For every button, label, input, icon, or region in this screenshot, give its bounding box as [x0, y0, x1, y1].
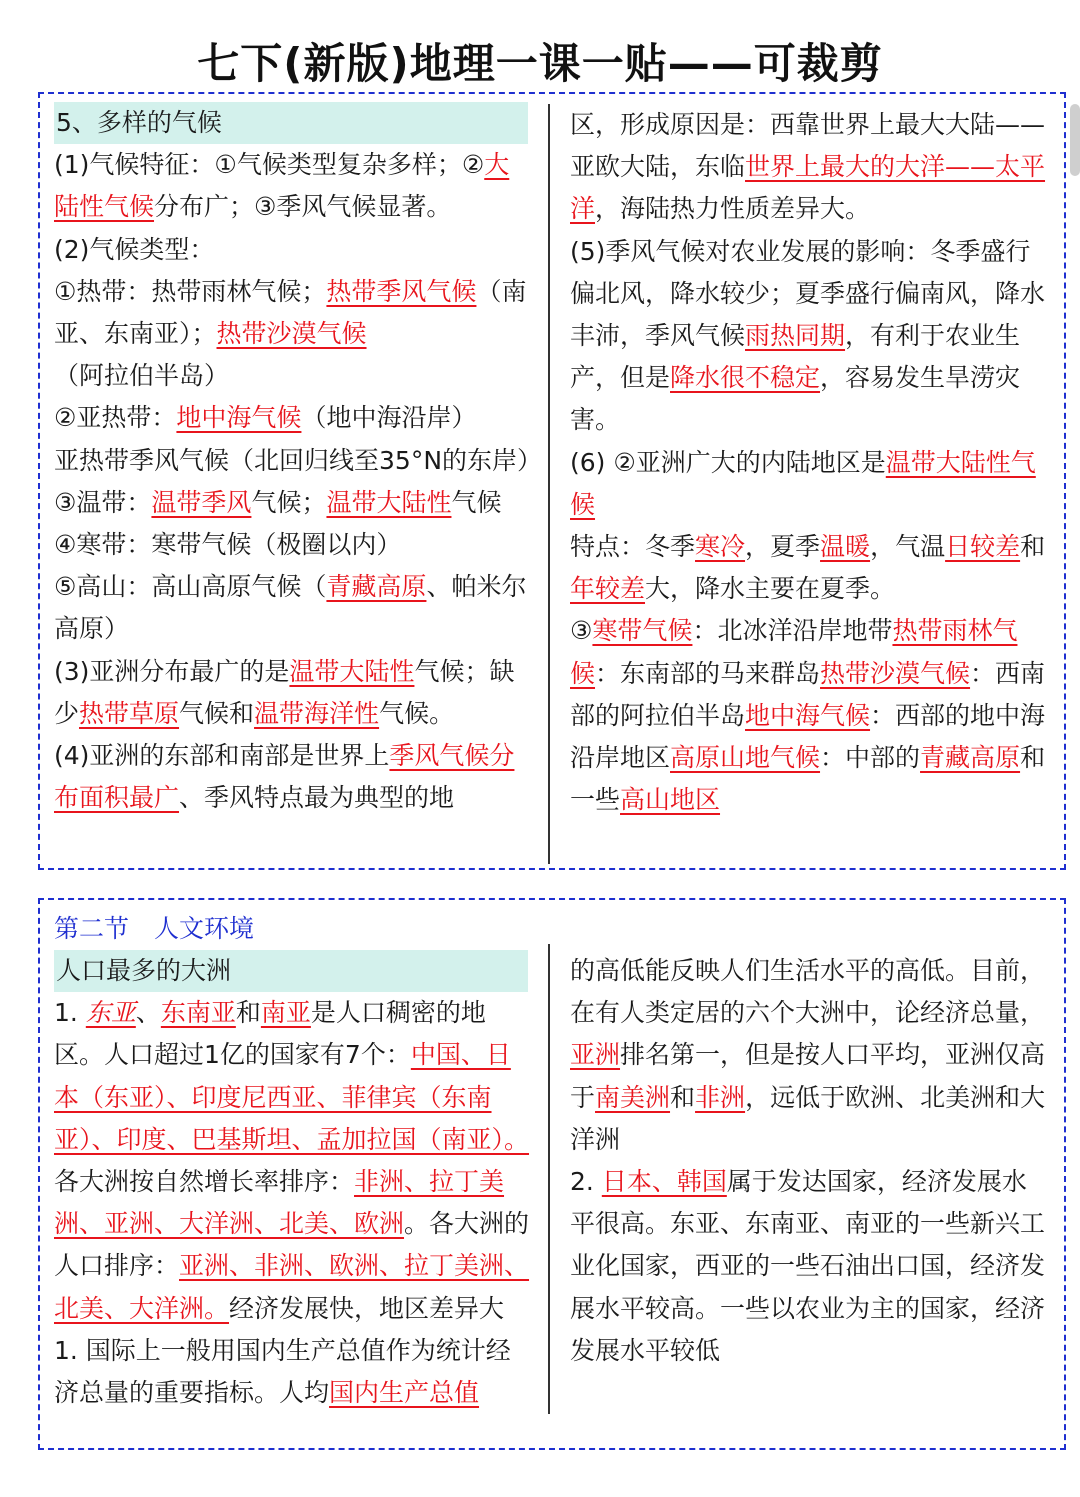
section-heading — [54, 102, 528, 144]
text-run: (4)亚洲的东部和南部是世界上 — [54, 741, 390, 771]
key-term: 中国、日本（东亚）、印度尼西亚、菲律宾（东南亚）、印度、巴基斯坦、孟加拉国（南亚）。 — [54, 1040, 530, 1154]
key-term: 雨热同期 — [745, 321, 846, 351]
text-run: 、 — [135, 998, 161, 1028]
climate-left-column — [54, 102, 543, 819]
text-run: ③ — [570, 616, 593, 646]
text-run: ：西南部的阿拉伯半岛 — [570, 658, 1046, 730]
paragraph — [54, 229, 530, 271]
paragraph — [570, 526, 1048, 610]
section-heading — [54, 950, 528, 992]
key-term: 温带大陆性 — [289, 656, 415, 686]
text-run: 和 — [1020, 532, 1046, 562]
text-run: 1. 国际上一般用国内生产总值作为统计经济总量的重要指标。人均 — [54, 1335, 511, 1408]
paragraph — [54, 524, 530, 566]
paragraph — [54, 1330, 530, 1414]
text-run: 气候。 — [379, 698, 455, 728]
key-term: 年较差 — [570, 574, 646, 604]
text-run: ，夏季 — [745, 532, 821, 562]
text-run: ：东南部的马来群岛 — [595, 658, 821, 688]
key-term: 东亚 — [85, 998, 136, 1028]
text-run: ，气温 — [870, 532, 946, 562]
text-run: (2)气候类型： — [54, 234, 215, 264]
text-run: 。各大洲的人口排序： — [54, 1209, 530, 1281]
key-term: 温带季风 — [151, 487, 252, 517]
human-environment-card — [38, 898, 1066, 1450]
text-run: 亚热带季风气候（北回归线至35°N的东岸） — [54, 445, 543, 475]
key-term: 南美洲 — [595, 1082, 671, 1112]
key-term: 亚洲、非洲、欧洲、拉丁美洲、北美、大洋洲。 — [54, 1251, 530, 1323]
scrollbar-thumb[interactable] — [1070, 104, 1080, 176]
key-term: 热带草原 — [79, 698, 180, 728]
text-run: 大，降水主要在夏季。 — [645, 574, 896, 604]
key-term: 温带海洋性 — [254, 698, 380, 728]
text-run: 分布广；③季风气候显著。 — [154, 192, 452, 222]
key-term: 亚洲 — [570, 1040, 621, 1070]
text-run: 气候 — [451, 487, 502, 517]
paragraph — [570, 104, 1048, 231]
paragraph — [54, 144, 530, 228]
text-run: ：北冰洋沿岸地带 — [692, 616, 893, 646]
text-run: (6) ②亚洲广大的内陆地区是 — [570, 447, 886, 477]
key-term: 青藏高原 — [920, 743, 1021, 773]
paragraph — [54, 440, 543, 482]
economy-right-column — [570, 950, 1048, 1372]
text-run: （地中海沿岸） — [301, 403, 477, 433]
text-run: 各大洲按自然增长率排序： — [54, 1167, 355, 1197]
key-term: 非洲、拉丁美洲、亚洲、大洋洲、北美、欧洲 — [54, 1167, 505, 1239]
text-run: ⑤高山：高山高原气候（ — [54, 572, 327, 602]
section-title: 第二节 人文环境 — [54, 914, 255, 943]
key-term: 热带雨林气候 — [570, 616, 1018, 688]
paragraph — [54, 482, 530, 524]
text-run: ③温带： — [54, 487, 152, 517]
key-term: 温带大陆性 — [326, 487, 452, 517]
text-run: （南亚、东南亚）； — [54, 276, 527, 349]
paragraph — [54, 566, 530, 650]
text-run: ：中部的 — [820, 743, 921, 773]
text-run: ④寒带：寒带气候（极圈以内） — [54, 530, 402, 560]
paragraph — [54, 735, 530, 819]
text-run: (1)气候特征：①气候类型复杂多样；② — [54, 150, 485, 180]
text-run: ，容易发生旱涝灾害。 — [570, 363, 1021, 435]
key-term: 高原山地气候 — [670, 743, 821, 773]
page-title: 七下(新版)地理一课一贴——可裁剪 — [197, 39, 883, 88]
key-term: 高山地区 — [620, 785, 721, 815]
text-run: 气候； — [251, 487, 327, 517]
key-term: 东南亚 — [160, 998, 236, 1028]
population-left-column — [54, 950, 530, 1414]
text-run: 5、多样的气候 — [56, 108, 222, 137]
key-term: 青藏高原 — [326, 572, 427, 602]
paragraph — [54, 397, 530, 439]
key-term: 日本、韩国 — [601, 1167, 727, 1197]
paragraph — [570, 442, 1048, 526]
text-run: ②亚热带： — [54, 403, 177, 433]
text-run: (3)亚洲分布最广的是 — [54, 656, 290, 686]
climate-card — [38, 92, 1066, 870]
key-term: 温暖 — [820, 532, 871, 562]
text-run: 是人口稠密的地区。人口超过1亿的国家有7个： — [54, 998, 486, 1070]
key-term: 温带大陆性气候 — [570, 447, 1036, 519]
key-term: 降水很不稳定 — [670, 363, 821, 393]
key-term: 非洲 — [695, 1082, 746, 1112]
text-run: 气候；缺少 — [54, 656, 515, 728]
text-run: 区，形成原因是：西靠世界上最大大陆——亚欧大陆，东临 — [570, 110, 1046, 182]
text-run: 排名第一，但是按人口平均，亚洲仅高于 — [570, 1040, 1046, 1112]
text-run: （阿拉伯半岛） — [54, 361, 230, 391]
text-run: 气候和 — [179, 698, 255, 728]
text-run: 、季风特点最为典型的地 — [179, 783, 455, 813]
text-run: ，海陆热力性质差异大。 — [595, 194, 871, 224]
key-term: 世界上最大的大洋——太平洋 — [570, 152, 1046, 224]
text-run: 和 — [670, 1082, 696, 1112]
paragraph — [570, 610, 1048, 821]
text-run: 2. — [570, 1167, 602, 1197]
paragraph — [570, 1161, 1048, 1372]
climate-right-column — [570, 104, 1048, 821]
text-run: 经济发展快，地区差异大 — [229, 1293, 505, 1323]
key-term: 寒带气候 — [592, 616, 693, 646]
paragraph — [570, 950, 1048, 1161]
key-term: 地中海气候 — [745, 700, 871, 730]
key-term: 热带季风气候 — [326, 276, 477, 306]
column-divider — [548, 104, 550, 864]
key-term: 热带沙漠气候 — [216, 319, 367, 349]
paragraph — [54, 271, 530, 398]
key-term: 国内生产总值 — [329, 1378, 480, 1408]
text-run: 的高低能反映人们生活水平的高低。目前，在有人类定居的六个大洲中，论经济总量， — [570, 956, 1046, 1028]
text-run: ①热带：热带雨林气候； — [54, 276, 327, 306]
key-term: 大陆性气候 — [54, 150, 510, 222]
text-run: 和一些 — [570, 743, 1046, 815]
key-term: 季风气候分布面积最广 — [54, 741, 515, 813]
column-divider — [548, 944, 550, 1414]
text-run: (5)季风气候对农业发展的影响：冬季盛行偏北风，降水较少；夏季盛行偏南风，降水丰沛，季风气候 — [570, 236, 1046, 351]
key-term: 日较差 — [945, 532, 1021, 562]
text-run: 特点：冬季 — [570, 532, 696, 562]
paragraph — [54, 992, 530, 1330]
text-run: ，远低于欧洲、北美洲和大洋洲 — [570, 1082, 1046, 1154]
key-term: 地中海气候 — [176, 403, 302, 433]
paragraph — [54, 651, 530, 735]
text-run: 属于发达国家，经济发展水平很高。东亚、东南亚、南亚的一些新兴工业化国家，西亚的一些石油出口国，经济发展水平较高。一些以农业为主的国家，经济发展水平较低 — [570, 1167, 1046, 1365]
key-term: 南亚 — [260, 998, 311, 1028]
text-run: ：西部的地中海沿岸地区 — [570, 700, 1046, 773]
text-run: 、帕米尔高原） — [54, 572, 527, 644]
text-run: 人口最多的大洲 — [56, 956, 232, 985]
text-run: 和 — [235, 998, 261, 1028]
key-term: 热带沙漠气候 — [820, 658, 971, 688]
paragraph — [570, 231, 1048, 442]
text-run: ，有利于农业生产，但是 — [570, 321, 1021, 393]
key-term: 寒冷 — [695, 532, 746, 562]
text-run: 1. — [54, 998, 86, 1028]
